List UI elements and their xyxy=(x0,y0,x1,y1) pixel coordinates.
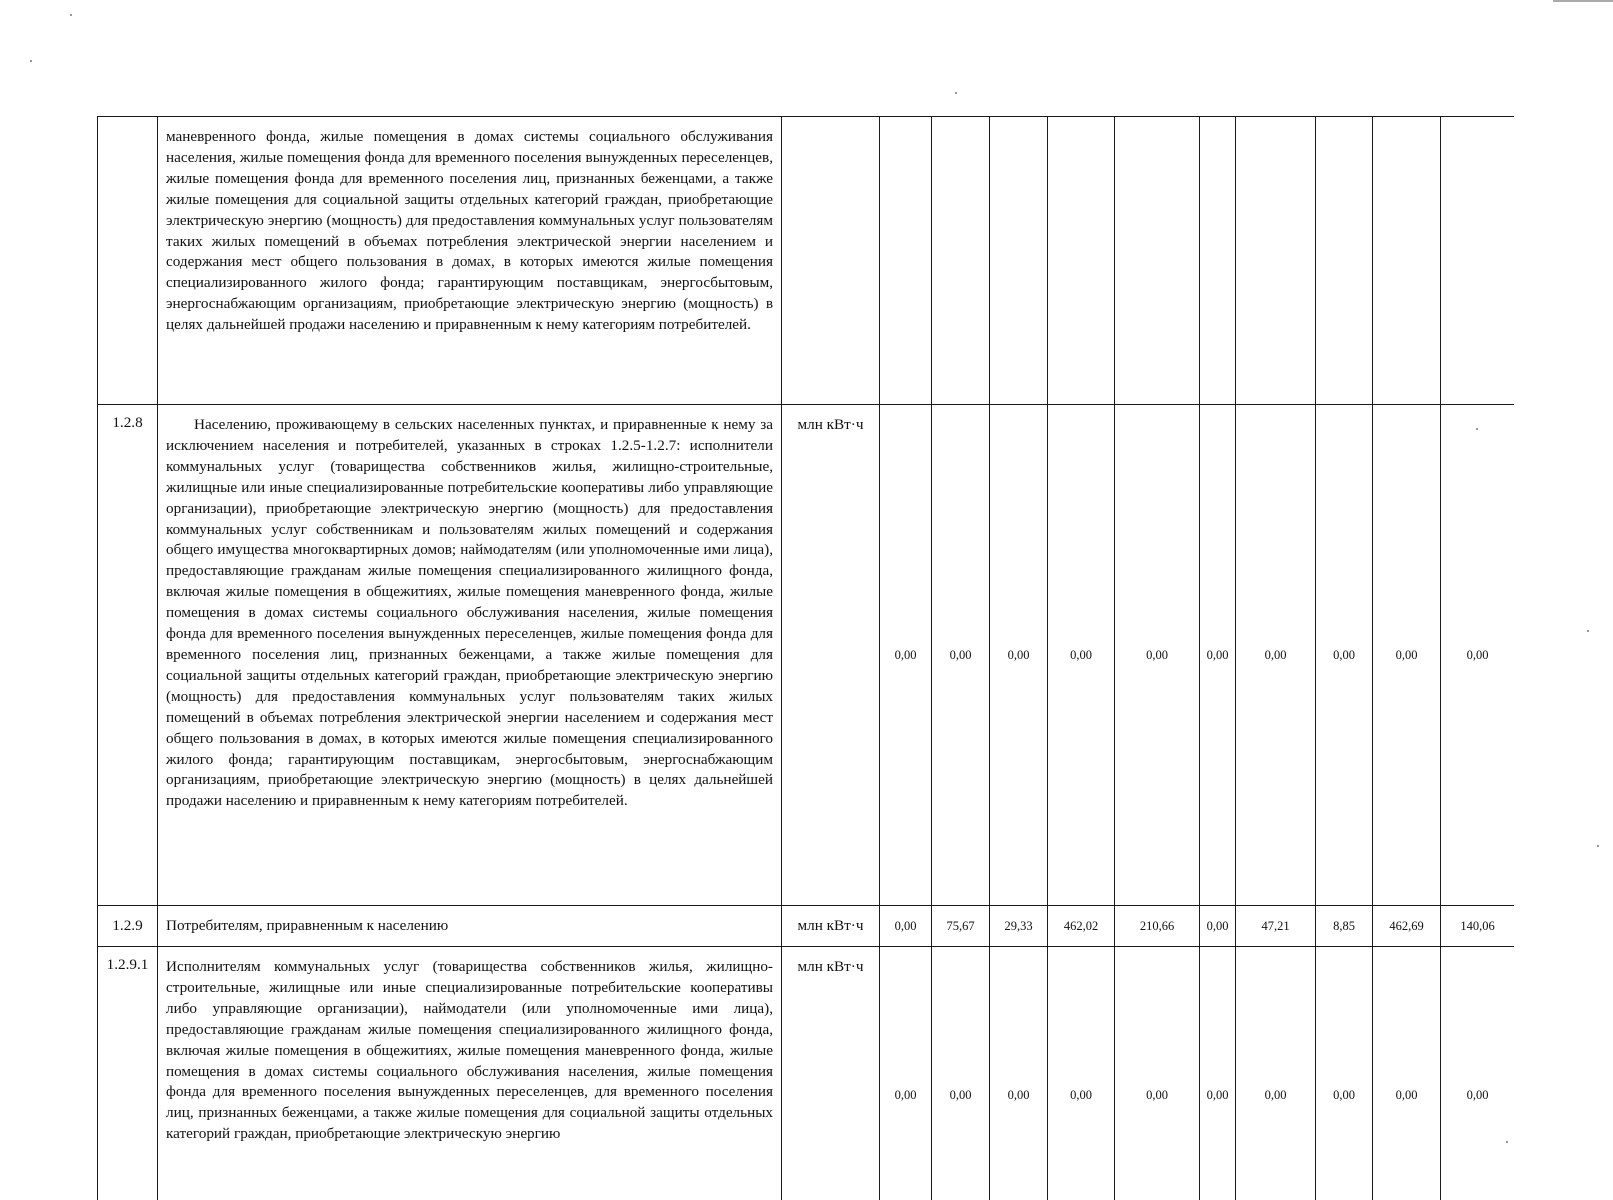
value-cell: 0,00 xyxy=(1316,405,1373,906)
value-cell: 0,00 xyxy=(1200,405,1236,906)
scan-speck xyxy=(1476,428,1478,430)
value-cell: 210,66 xyxy=(1115,906,1200,947)
scan-speck xyxy=(955,92,957,94)
value-cell: 0,00 xyxy=(1115,405,1200,906)
value-cell: 29,33 xyxy=(990,906,1048,947)
row-description-cell xyxy=(158,405,782,906)
value-cell: 0,00 xyxy=(932,405,990,906)
value-cell: 47,21 xyxy=(1236,906,1316,947)
row-number xyxy=(98,117,158,405)
value-cell xyxy=(1441,117,1515,405)
value-cell xyxy=(1373,117,1441,405)
table-row xyxy=(98,405,1515,906)
value-cell: 0,00 xyxy=(880,906,932,947)
value-cell: 462,02 xyxy=(1048,906,1115,947)
value-cell xyxy=(932,117,990,405)
row-description: Населению, проживающему в сельских населенных пунктах, и приравненные к нему за исключением населения и потребителей, указанных в строках 1.2.5-1.2.7: исполнители коммунальных услуг (товарищества собственников жилья, жилищно-строительные, жилищные или иные специализированные потребительские кооперативы либо управляющие организации), приобретающие электрическую энергию (мощность) для предоставления коммунальных услуг собственникам и пользователям жилых помещений и содержания общего имущества многоквартирных домов; наймодателям (или уполномоченные ими лица), предоставляющие гражданам жилые помещения специализированного жилищного фонда, включая жилые помещения в общежитиях, жилые помещения маневренного фонда, жилые помещения в домах системы социального обслуживания населения, жилые помещения фонда для временного поселения вынужденных переселенцев, жилые помещения фонда для временного поселения лиц, признанных беженцами, а также жилые помещения для социальной защиты отдельных категорий граждан, приобретающие электрическую энергию (мощность) для предоставления коммунальных услуг пользователям таких жилых помещений в объемах потребления электрической энергии населением и содержания мест общего пользования в домах, в которых имеются жилые помещения специализированного жилого фонда; гарантирующим поставщикам, энергосбытовым, энергоснабжающим организациям, приобретающие электрическую энергию (мощность) в целях дальнейшей продажи населению и приравненным к нему категориям потребителей. xyxy=(166,416,773,810)
value-cell: 0,00 xyxy=(1441,947,1515,1200)
value-cell: 0,00 xyxy=(932,947,990,1200)
row-number: 1.2.9 xyxy=(98,906,158,947)
value-cell: 462,69 xyxy=(1373,906,1441,947)
value-cell: 0,00 xyxy=(990,947,1048,1200)
value-cell: 0,00 xyxy=(1115,947,1200,1200)
value-cell xyxy=(1048,117,1115,405)
row-description: Потребителям, приравненным к населению xyxy=(158,906,782,947)
row-description: Исполнителям коммунальных услуг (товарищества собственников жилья, жилищно-строительные, жилищные или иные специализированные потребительские кооперативы либо управляющие организации), наймодатели (или уполномоченные ими лица), предоставляющие гражданам жилые помещения специализированного жилищного фонда, включая жилые помещения в общежитиях, жилые помещения маневренного фонда, жилые помещения в домах системы социального обслуживания населения, жилые помещения фонда для временного поселения вынужденных переселенцев, для временного поселения лиц, признанных беженцами, а также жилые помещения для социальной защиты отдельных категорий граждан, приобретающие электрическую энергию xyxy=(158,947,782,1200)
value-cell: 0,00 xyxy=(1441,405,1515,906)
value-cell: 0,00 xyxy=(990,405,1048,906)
row-number: 1.2.8 xyxy=(98,405,158,906)
value-cell xyxy=(1236,117,1316,405)
value-cell: 0,00 xyxy=(1048,405,1115,906)
value-cell: 0,00 xyxy=(1373,405,1441,906)
document-sheet xyxy=(97,116,1514,1200)
value-cell: 0,00 xyxy=(1048,947,1115,1200)
table-row xyxy=(98,117,1515,405)
value-cell: 0,00 xyxy=(1200,906,1236,947)
value-cell: 0,00 xyxy=(880,947,932,1200)
value-cell: 0,00 xyxy=(1316,947,1373,1200)
row-description: маневренного фонда, жилые помещения в домах системы социального обслуживания населения, жилые помещения фонда для временного поселения вынужденных переселенцев, жилые помещения фонда для временного поселения лиц, признанных беженцами, а также жилые помещения для социальной защиты отдельных категорий граждан, приобретающие электрическую энергию (мощность) для предоставления коммунальных услуг пользователям таких жилых помещений в объемах потребления электрической энергии населением и содержания мест общего пользования в домах, в которых имеются жилые помещения специализированного жилого фонда; гарантирующим поставщикам, энергосбытовым, энергоснабжающим организациям, приобретающие электрическую энергию (мощность) в целях дальнейшей продажи населению и приравненным к нему категориям потребителей. xyxy=(158,117,782,405)
scan-speck xyxy=(1587,630,1589,632)
row-unit xyxy=(782,117,880,405)
scan-speck xyxy=(1597,845,1599,847)
value-cell: 0,00 xyxy=(880,405,932,906)
value-cell: 8,85 xyxy=(1316,906,1373,947)
scan-speck xyxy=(30,60,32,62)
row-unit: млн кВт·ч xyxy=(782,906,880,947)
value-cell xyxy=(990,117,1048,405)
scan-speck xyxy=(70,14,72,16)
table-row xyxy=(98,906,1515,947)
value-cell: 0,00 xyxy=(1236,405,1316,906)
value-cell: 75,67 xyxy=(932,906,990,947)
table-row xyxy=(98,947,1515,1200)
value-cell xyxy=(1200,117,1236,405)
value-cell: 140,06 xyxy=(1441,906,1515,947)
scan-speck xyxy=(1506,1141,1508,1143)
value-cell: 0,00 xyxy=(1236,947,1316,1200)
row-number: 1.2.9.1 xyxy=(98,947,158,1200)
value-cell xyxy=(880,117,932,405)
value-cell: 0,00 xyxy=(1373,947,1441,1200)
row-unit: млн кВт·ч xyxy=(782,947,880,1200)
value-cell: 0,00 xyxy=(1200,947,1236,1200)
row-unit: млн кВт·ч xyxy=(782,405,880,906)
tariff-table xyxy=(97,116,1514,1200)
scan-edge-mark xyxy=(1553,0,1613,2)
value-cell xyxy=(1115,117,1200,405)
value-cell xyxy=(1316,117,1373,405)
